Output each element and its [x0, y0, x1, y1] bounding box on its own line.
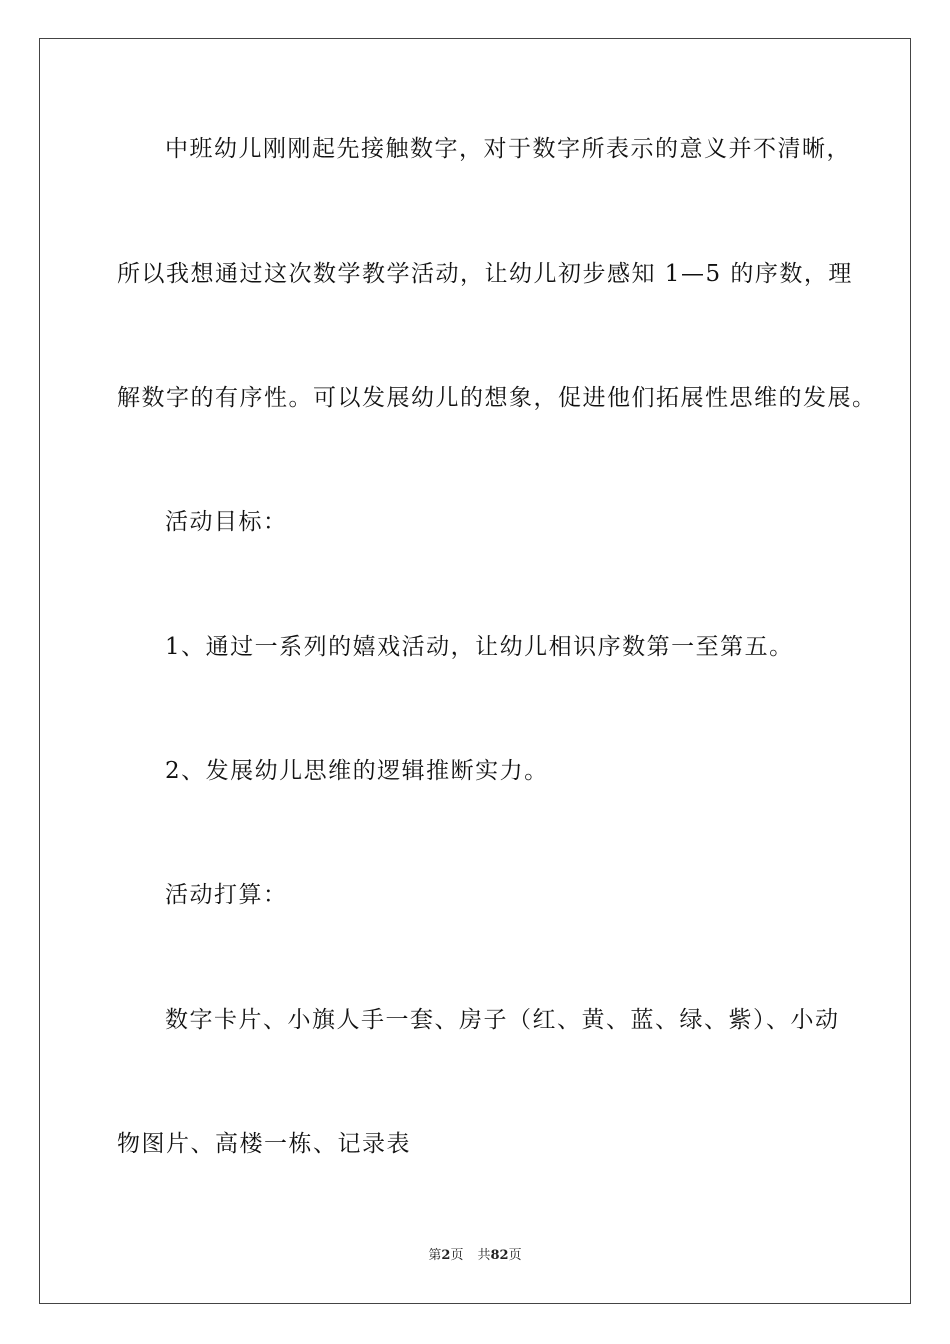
page-footer [0, 1247, 950, 1265]
body-paragraph-line: 解数字的有序性。可以发展幼儿的想象，促进他们拓展性思维的发展。 [117, 385, 877, 411]
section-heading-preparation: 活动打算： [165, 882, 288, 908]
page-prefix: 第 [428, 1248, 442, 1263]
total-suffix: 页 [508, 1248, 522, 1263]
page-number: 2 [441, 1248, 451, 1263]
page-suffix: 页 [450, 1248, 464, 1263]
goal-item-1: 1、通过一系列的嬉戏活动，让幼儿相识序数第一至第五。 [165, 634, 794, 660]
body-paragraph-line: 所以我想通过这次数学教学活动，让幼儿初步感知 1—5 的序数，理 [117, 261, 853, 287]
body-paragraph-line: 中班幼儿刚刚起先接触数字，对于数字所表示的意义并不清晰， [165, 136, 851, 162]
preparation-line: 物图片、高楼一栋、记录表 [117, 1131, 411, 1157]
page-border [39, 38, 911, 1304]
preparation-line: 数字卡片、小旗人手一套、房子（红、黄、蓝、绿、紫）、小动 [165, 1007, 840, 1033]
goal-item-2: 2、发展幼儿思维的逻辑推断实力。 [165, 758, 549, 784]
total-pages: 82 [490, 1248, 509, 1263]
section-heading-goals: 活动目标： [165, 509, 288, 535]
total-prefix: 共 [477, 1248, 491, 1263]
